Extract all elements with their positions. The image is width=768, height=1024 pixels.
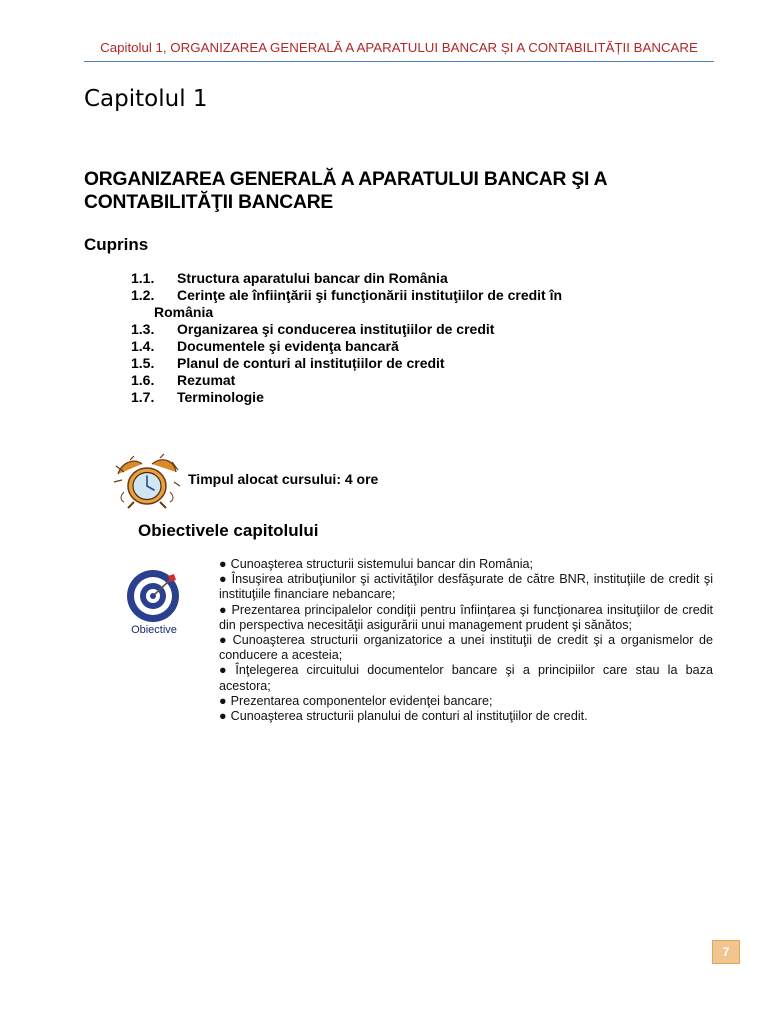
header-divider [84, 61, 714, 62]
course-time-label: Timpul alocat cursului: 4 ore [188, 471, 379, 487]
bullet: ● [219, 663, 232, 678]
contents-heading: Cuprins [84, 235, 149, 254]
toc-text: Documentele şi evidenţa bancară [177, 338, 399, 354]
chapter-title-line-2: CONTABILITĂŢII BANCARE [84, 192, 334, 213]
toc-item [131, 355, 691, 372]
list-item [219, 557, 713, 572]
toc-text: Organizarea şi conducerea instituţiilor de credit [177, 321, 495, 337]
bullet: ● [219, 557, 227, 571]
toc-number: 1.5. [131, 355, 155, 371]
objective-text: Înţelegerea circuitului documentelor bancare şi a principiilor care stau la baza acestora; [219, 663, 713, 693]
list-item [219, 709, 713, 724]
bullet: ● [219, 572, 228, 587]
page-number: 7 [712, 940, 740, 964]
toc-text-line-1: Cerinţe ale înfiinţării şi funcţionării instituţiilor de credit în [177, 287, 563, 303]
toc-number: 1.4. [131, 338, 155, 354]
toc-number: 1.6. [131, 372, 155, 388]
chapter-title [84, 168, 724, 214]
objective-text: Cunoaşterea structurii sistemului bancar din România; [230, 557, 534, 571]
alarm-clock-icon [112, 452, 182, 510]
target-caption: Obiective [131, 624, 177, 636]
list-item [219, 694, 713, 709]
chapter-label: Capitolul 1 [84, 86, 208, 112]
bullet: ● [219, 709, 227, 724]
toc-text: Planul de conturi al instituțiilor de credit [177, 355, 445, 371]
objective-text: Însuşirea atribuţiunilor şi activităţilor desfăşurate de către BNR, instituţiile de credit şi instituţiile financiare nebancare; [219, 572, 713, 602]
toc-number: 1.7. [131, 389, 155, 405]
running-header: Capitolul 1, ORGANIZAREA GENERALĂ A APARATULUI BANCAR ȘI A CONTABILITĂȚII BANCARE [100, 40, 698, 55]
toc-text-line-2: România [154, 304, 214, 320]
objective-text: Cunoaşterea structurii organizatorice a unei instituţii de credit şi a organismelor de conducere a acesteia; [219, 633, 713, 663]
toc-item [131, 372, 691, 389]
toc-item [131, 287, 691, 321]
target-icon [124, 568, 184, 640]
bullet: ● [219, 602, 228, 617]
toc-item [131, 321, 691, 338]
toc-number: 1.2. [131, 287, 155, 303]
toc-text: Rezumat [177, 372, 236, 388]
list-item [219, 663, 713, 693]
toc-text: Structura aparatului bancar din România [177, 270, 448, 286]
chapter-title-line-1: ORGANIZAREA GENERALĂ A APARATULUI BANCAR ŞI A [84, 169, 608, 190]
toc-text: Terminologie [177, 389, 264, 405]
bullet: ● [219, 633, 229, 648]
list-item [219, 633, 713, 663]
list-item [219, 603, 713, 633]
toc-number: 1.3. [131, 321, 155, 337]
target-graphic [124, 568, 184, 624]
toc-number: 1.1. [131, 270, 155, 286]
toc-item [131, 389, 691, 406]
table-of-contents [131, 270, 691, 406]
list-item [219, 572, 713, 602]
objectives-heading: Obiectivele capitolului [138, 521, 319, 540]
toc-text [154, 287, 691, 321]
bullet: ● [219, 693, 227, 708]
objective-text: Prezentarea componentelor evidenţei bancare; [230, 693, 493, 708]
objective-text: Prezentarea principalelor condiţii pentru înfiinţarea şi funcţionarea insituţiilor de credit din perspectiva necesităţii asigurării unui management prudent şi sănătos; [219, 602, 714, 632]
toc-item [131, 338, 691, 355]
toc-item [131, 270, 691, 287]
objectives-list [219, 557, 713, 724]
objective-text: Cunoaşterea structurii planului de conturi al instituţiilor de credit. [230, 709, 588, 724]
